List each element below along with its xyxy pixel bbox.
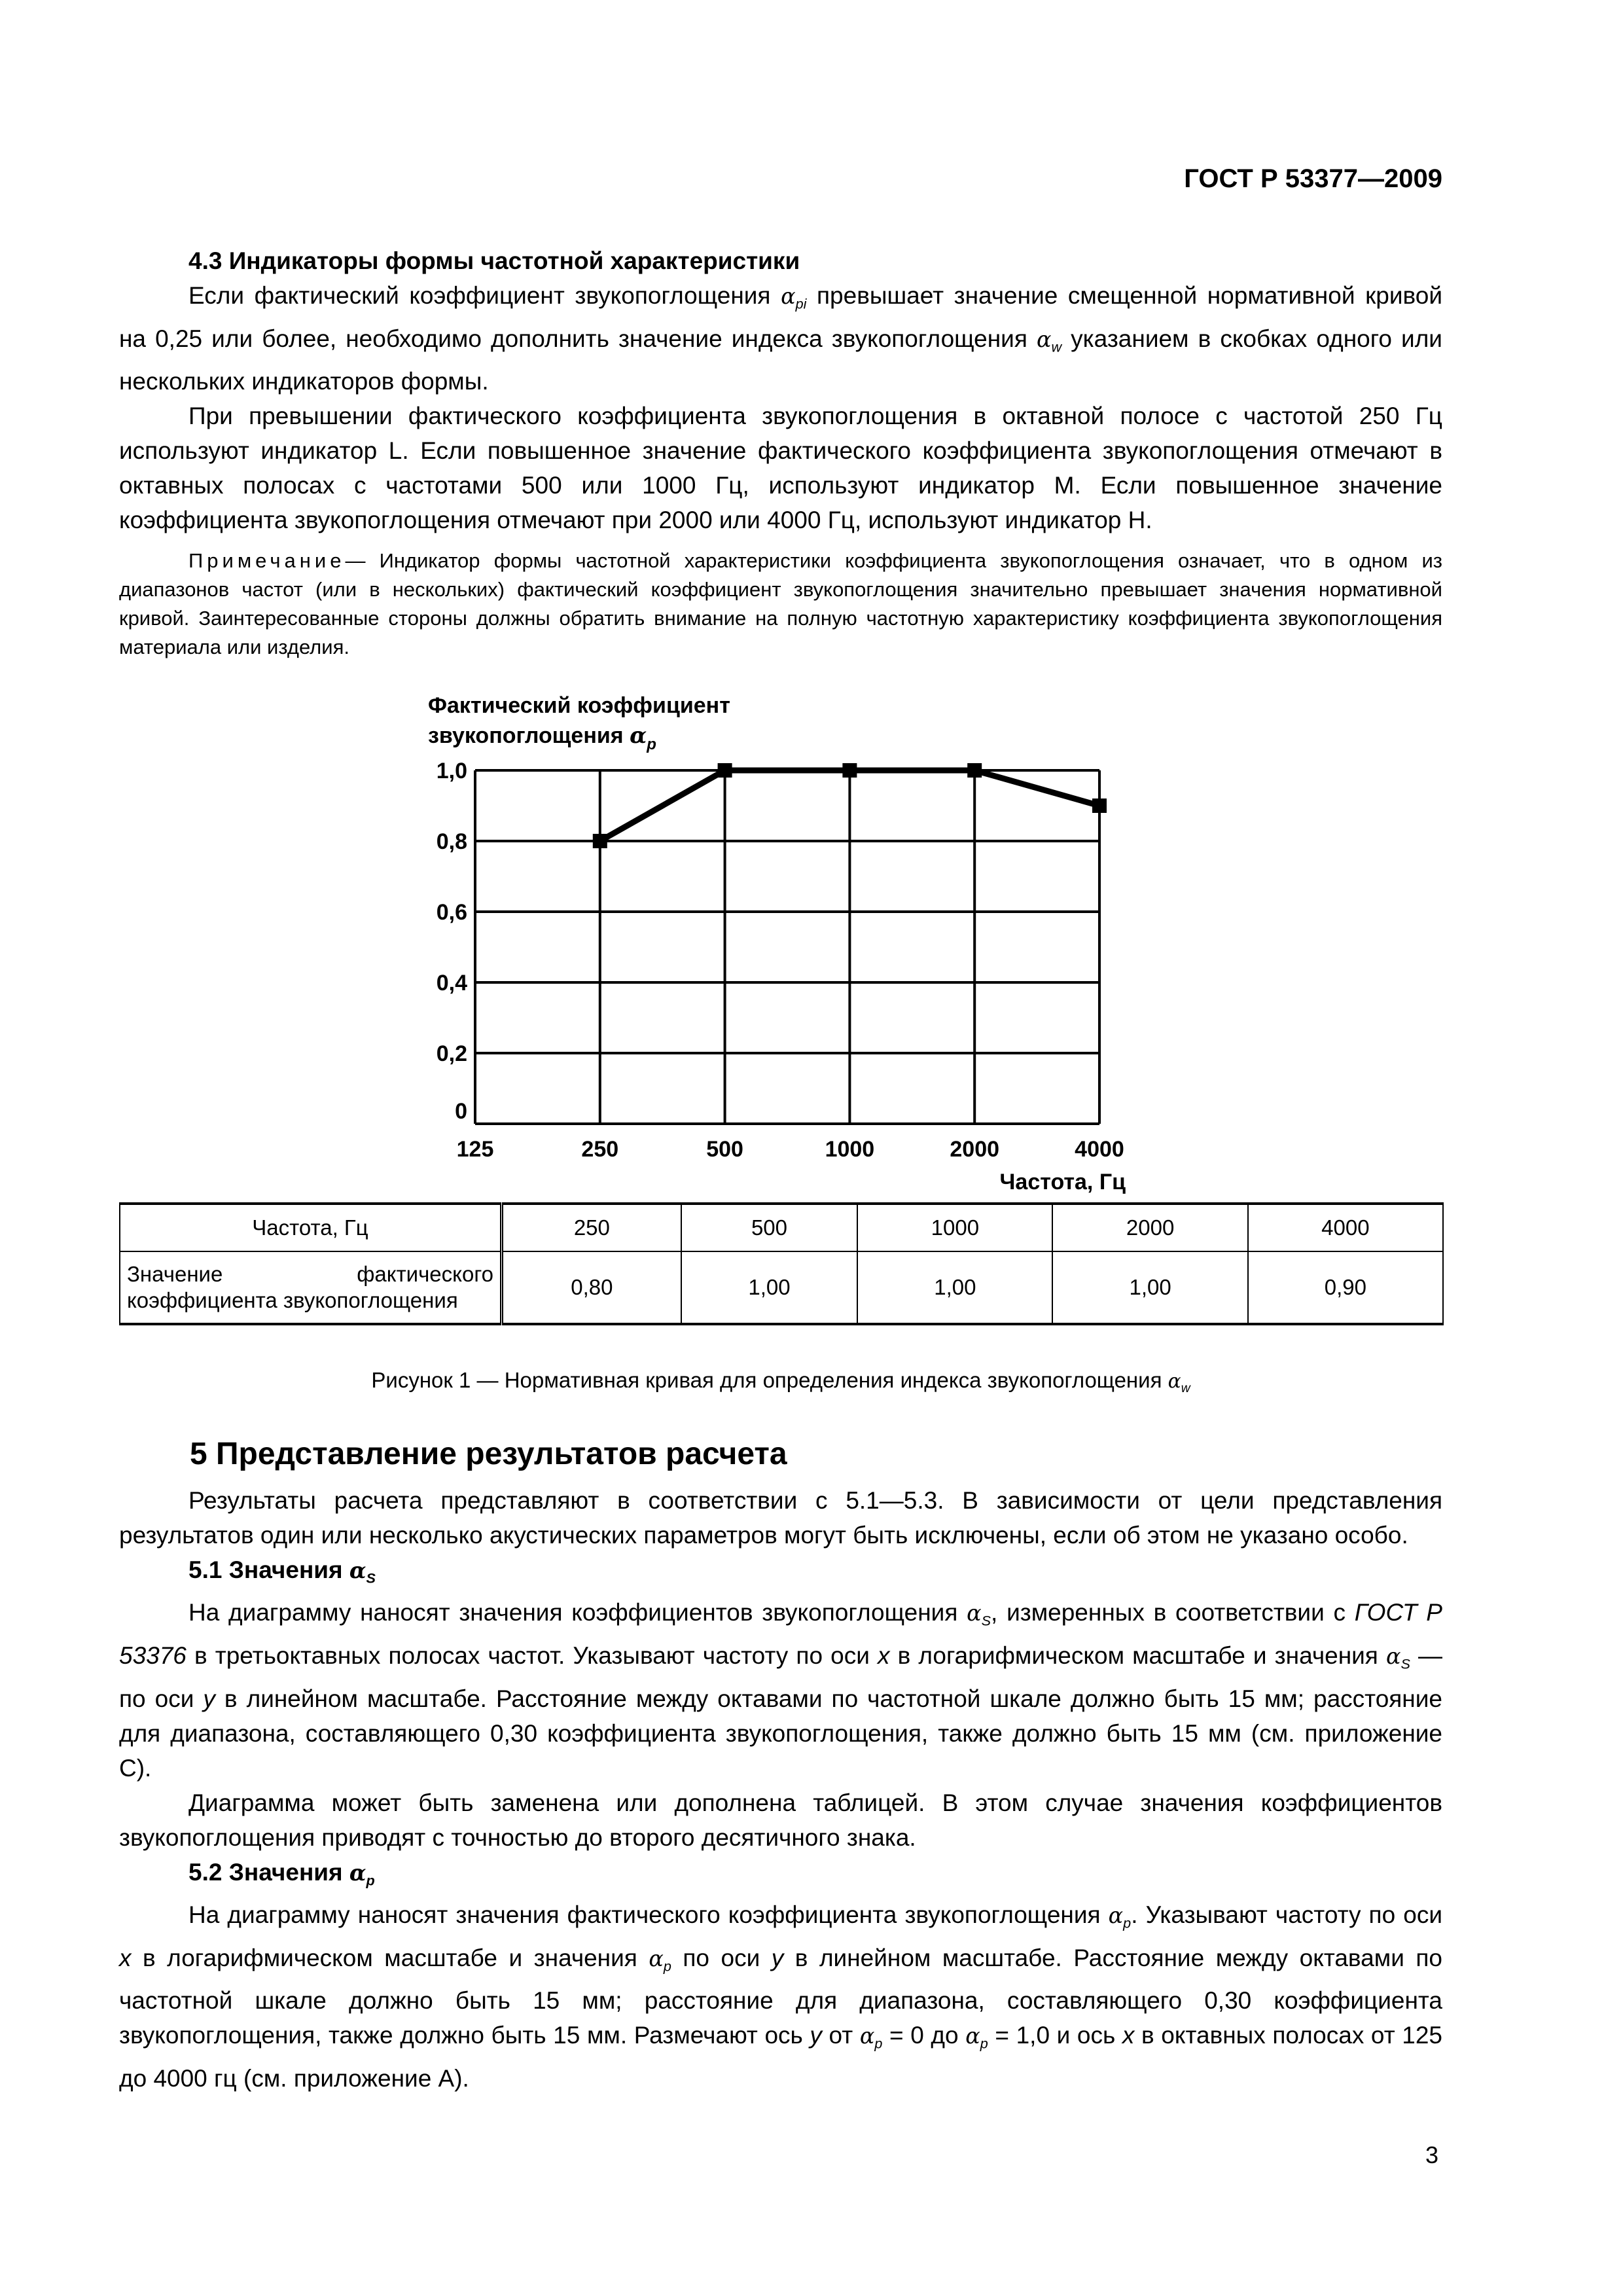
section-heading: 4.3 Индикаторы формы частотной характеристики xyxy=(188,247,800,274)
table-cell: 0,80 xyxy=(502,1251,681,1324)
italic-text: y xyxy=(771,1944,784,1971)
data-point xyxy=(718,763,732,778)
alpha-symbol: $\alpha_p$ xyxy=(1108,1903,1132,1931)
alpha-symbol: $\alpha_p$ xyxy=(965,2023,988,2052)
alpha-symbol: $\alpha_S$ xyxy=(967,1600,991,1629)
alpha-symbol: $\alpha_p$ xyxy=(649,1945,671,1975)
paragraph: На диаграмму наносят значения фактического коэффициента звукопоглощения $\alpha_p$. Указывают частоту по оси x в логарифмическом масштабе и значения $\alpha_p$ по оси y в линейном масштабе. Расстояние между октавами по частотной шкале должно быть 15 мм; расстояние для диапазона, составляющего 0,30 коэффициента звукопоглощения, также должно быть 15 мм. Размечают ось y от $\alpha_p = 0$ до $\alpha_p = 1,0$ и ось x в октавных полосах от 125 до 4000 гц (см. приложение А). xyxy=(119,1901,1442,2092)
y-tick-label: 0,2 xyxy=(436,1041,467,1067)
y-tick-label: 0 xyxy=(455,1099,467,1124)
table-row xyxy=(120,1251,1443,1324)
paragraph: На диаграмму наносят значения коэффициентов звукопоглощения $\alpha_S$, измеренных в соответствии с ГОСТ Р 53376 в третьоктавных полосах частот. Указывают частоту по оси x в логарифмическом масштабе и значения $\alpha_S$ — по оси y в линейном масштабе. Расстояние между октавами по частотной шкале должно быть 15 мм; расстояние для диапазона, составляющего 0,30 коэффициента звукопоглощения, также должно быть 15 мм (см. приложение С). xyxy=(119,1599,1443,1782)
table-cell: 0,90 xyxy=(1248,1251,1443,1324)
note xyxy=(119,547,1442,662)
alpha-symbol: $\alpha_{pi}$ xyxy=(781,283,807,312)
table-cell: 1,00 xyxy=(857,1251,1052,1324)
table-row xyxy=(120,1204,1443,1251)
table-header-label: Частота, Гц xyxy=(120,1204,502,1251)
y-tick-label: 0,8 xyxy=(436,829,467,855)
table-cell: 4000 xyxy=(1248,1204,1443,1251)
italic-text: y xyxy=(810,2022,822,2049)
y-axis-label: Фактический коэффициент xyxy=(428,693,730,719)
x-axis-label: Частота, Гц xyxy=(999,1170,1126,1195)
section-5 xyxy=(119,1483,1442,2096)
table-cell: 2000 xyxy=(1052,1204,1247,1251)
data-point xyxy=(967,763,982,778)
table-cell: 1,00 xyxy=(1052,1251,1247,1324)
section-4-3 xyxy=(119,243,1442,537)
note-text: — Индикатор формы частотной характеристики коэффициента звукопоглощения означает, что в одном из диапазонов частот (или в нескольких) фактический коэффициент звукопоглощения значительно превышает значения нормативной кривой. Заинтересованные стороны должны обратить внимание на полную частотную характеристику коэффициента звукопоглощения материала или изделия. xyxy=(119,549,1442,659)
table-row-label: Значение фактического коэффициента звукопоглощения xyxy=(120,1251,502,1324)
x-tick-label: 2000 xyxy=(950,1137,1000,1162)
y-axis-label: звукопоглощения $\alpha_p$ xyxy=(428,723,656,754)
data-table xyxy=(119,1202,1444,1325)
italic-text: x xyxy=(878,1642,890,1669)
paragraph: Диаграмма может быть заменена или дополнена таблицей. В этом случае значения коэффициентов звукопоглощения приводят с точностью до второго десятичного знака. xyxy=(119,1789,1442,1851)
table-cell: 250 xyxy=(502,1204,681,1251)
y-tick-label: 0,6 xyxy=(436,900,467,925)
alpha-symbol: $\alpha_w$ xyxy=(1036,326,1062,355)
section-5-heading: 5 Представление результатов расчета xyxy=(190,1436,787,1471)
y-tick-label: 0,4 xyxy=(436,971,467,996)
alpha-symbol: $\alpha_p$ xyxy=(859,2023,883,2052)
table-cell: 500 xyxy=(681,1204,858,1251)
absorption-chart xyxy=(0,685,1623,1196)
alpha-symbol: $\alpha_S$ xyxy=(1385,1643,1410,1672)
table-cell: 1000 xyxy=(857,1204,1052,1251)
italic-text: x xyxy=(119,1944,132,1971)
x-tick-label: 125 xyxy=(456,1137,494,1162)
y-tick-label: 1,0 xyxy=(436,759,467,784)
subsection-heading-5-1: 5.1 Значения $\alpha_S$ xyxy=(188,1556,376,1587)
paragraph: Если фактический коэффициент звукопоглощения $\alpha_{pi}$ превышает значение смещенной нормативной кривой на 0,25 или более, необходимо дополнить значение индекса звукопоглощения $\alpha_w$ указанием в скобках одного или нескольких индикаторов формы. xyxy=(119,282,1443,395)
data-point xyxy=(842,763,857,778)
figure-caption: Рисунок 1 — Нормативная кривая для определения индекса звукопоглощения $\alpha_w$ xyxy=(371,1368,1190,1395)
italic-text: ГОСТ Р 53376 xyxy=(119,1599,1442,1669)
italic-text: y xyxy=(203,1685,215,1712)
x-tick-label: 250 xyxy=(581,1137,619,1162)
document-id: ГОСТ Р 53377—2009 xyxy=(1184,164,1442,193)
x-tick-label: 4000 xyxy=(1075,1137,1124,1162)
paragraph: Результаты расчета представляют в соответствии с 5.1—5.3. В зависимости от цели представления результатов один или несколько акустических параметров могут быть исключены, если об этом не указано особо. xyxy=(119,1486,1442,1549)
x-tick-label: 1000 xyxy=(825,1137,875,1162)
data-point xyxy=(593,834,607,848)
paragraph: При превышении фактического коэффициента звукопоглощения в октавной полосе с частотой 250 Гц используют индикатор L. Если повышенное значение фактического коэффициента звукопоглощения отмечают в октавных полосах с частотами 500 или 1000 Гц, используют индикатор М. Если повышенное значение коэффициента звукопоглощения отмечают при 2000 или 4000 Гц, используют индикатор Н. xyxy=(119,403,1442,534)
italic-text: x xyxy=(1122,2022,1135,2049)
page-number: 3 xyxy=(1425,2142,1438,2168)
alpha-symbol: $\alpha_S$ xyxy=(349,1557,376,1587)
alpha-symbol: $\alpha_p$ xyxy=(349,1859,375,1889)
alpha-symbol: $\alpha_w$ xyxy=(1168,1370,1190,1395)
data-point xyxy=(1092,798,1107,813)
table-cell: 1,00 xyxy=(681,1251,858,1324)
note-label: Примечание xyxy=(188,549,346,573)
page-content xyxy=(119,162,1442,2096)
x-tick-label: 500 xyxy=(706,1137,743,1162)
subsection-heading-5-2: 5.2 Значения $\alpha_p$ xyxy=(188,1858,375,1889)
